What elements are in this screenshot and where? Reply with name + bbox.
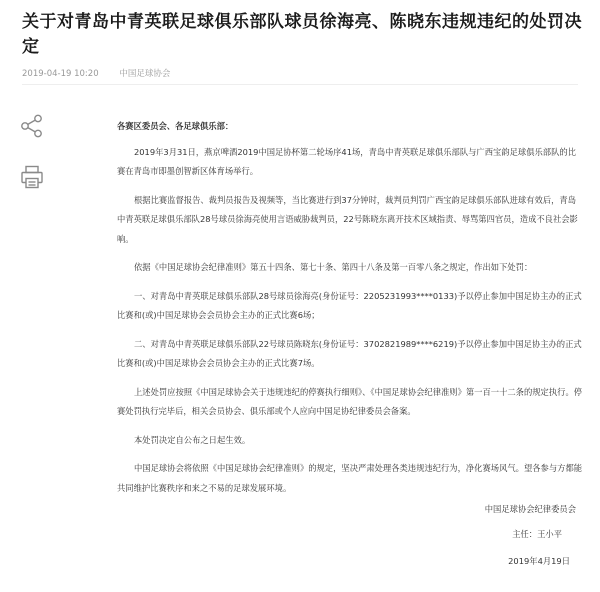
body-paragraph-1: 2019年3月31日，燕京啤酒2019中国足协杯第二轮场序41场，青岛中青英联足球俱乐部队与广西宝韵足球俱乐部队的比赛在青岛市即墨创智新区体育场举行。 [117,146,576,176]
body-paragraph-5: 二、对青岛中青英联足球俱乐部队22号球员陈晓东(身份证号：3702821989****6219)予以停止参加中国足协主办的正式比赛和(或)中国足球协会会员协会主办的正式比赛7场。 [117,338,582,368]
body-paragraph-7: 本处罚决定自公布之日起生效。 [134,434,251,445]
publish-date: 2019-04-19 10:20 [22,69,99,79]
article-body [117,117,583,507]
body-paragraph-2: 根据比赛监督报告、裁判员报告及视频等，当比赛进行到37分钟时，裁判员判罚广西宝韵足球俱乐部队进球有效后，青岛中青英联足球俱乐部队28号球员徐海亮使用言语威胁裁判员，22号陈晓东离开技术区域指责、辱骂第四官员，造成不良社会影响。 [117,194,578,244]
article-title: 关于对青岛中青英联足球俱乐部队球员徐海亮、陈晓东违规违纪的处罚决定 [22,12,582,57]
share-icon[interactable] [19,113,45,139]
signature-date: 2019年4月19日 [508,556,570,566]
printer-icon[interactable] [19,164,45,190]
article-source: 中国足球协会 [119,69,171,79]
title-divider [22,84,578,85]
article-meta [22,67,188,79]
body-paragraph-8: 中国足球协会将依照《中国足球协会纪律准则》的规定，坚决严肃处理各类违规违纪行为，净化赛场风气。望各参与方都能共同维护比赛秩序和来之不易的足球发展环境。 [117,463,583,493]
signature-organization: 中国足球协会纪律委员会 [484,504,576,514]
body-paragraph-6: 上述处罚应按照《中国足球协会关于违规违纪的停赛执行细则》、《中国足球协会纪律准则》第一百一十二条的规定执行。停赛处罚执行完毕后，相关会员协会、俱乐部或个人应向中国足协纪律委员会备案。 [117,386,583,416]
salutation: 各赛区委员会、各足球俱乐部： [117,121,234,131]
body-paragraph-3: 依据《中国足球协会纪律准则》第五十四条、第七十条、第四十八条及第一百零八条之规定，作出如下处罚： [134,262,533,272]
body-paragraph-4: 一、对青岛中青英联足球俱乐部队28号球员徐海亮(身份证号：2205231993****0133)予以停止参加中国足协主办的正式比赛和(或)中国足球协会会员协会主办的正式比赛6场； [117,290,582,320]
signature-chair: 主任：王小平 [512,529,562,539]
